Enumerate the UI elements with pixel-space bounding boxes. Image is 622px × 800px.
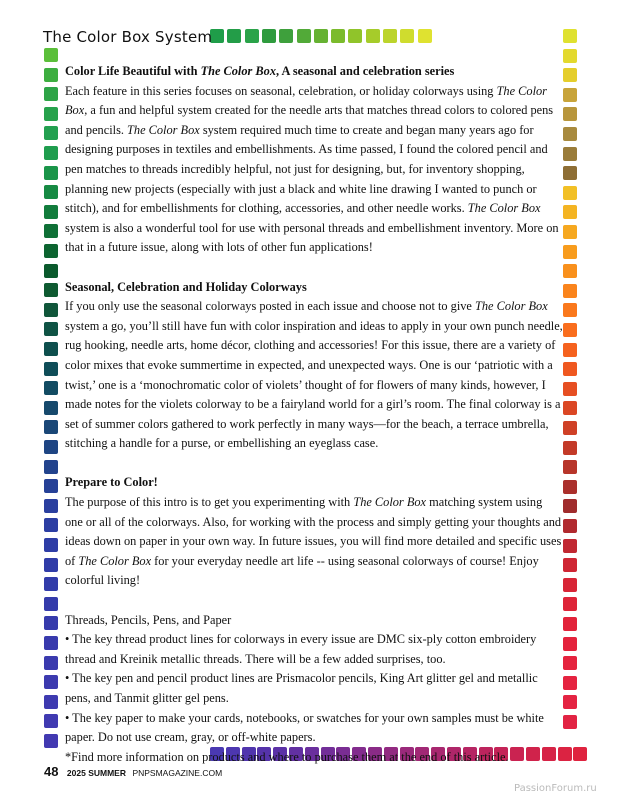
border-square-left bbox=[44, 440, 58, 454]
border-square-right bbox=[563, 362, 577, 376]
article-body bbox=[65, 62, 563, 767]
border-square-left bbox=[44, 577, 58, 591]
border-square-right bbox=[563, 558, 577, 572]
border-square-top bbox=[383, 29, 397, 43]
border-square-left bbox=[44, 675, 58, 689]
border-square-right bbox=[563, 127, 577, 141]
border-square-right bbox=[563, 617, 577, 631]
border-square-right bbox=[563, 519, 577, 533]
border-square-right bbox=[563, 264, 577, 278]
border-square-right bbox=[563, 382, 577, 396]
border-square-top bbox=[400, 29, 414, 43]
border-square-right bbox=[563, 147, 577, 161]
border-square-left bbox=[44, 695, 58, 709]
border-square-right bbox=[563, 166, 577, 180]
border-square-right bbox=[563, 225, 577, 239]
border-square-right bbox=[563, 715, 577, 729]
border-square-bottom bbox=[573, 747, 587, 761]
border-square-right bbox=[563, 578, 577, 592]
border-square-right bbox=[563, 343, 577, 357]
border-square-top bbox=[418, 29, 432, 43]
border-square-right bbox=[563, 656, 577, 670]
border-square-left bbox=[44, 656, 58, 670]
section-heading-prepare: Prepare to Color! bbox=[65, 475, 158, 490]
border-square-left bbox=[44, 538, 58, 552]
section-body-seasonal: If you only use the seasonal colorways posted in each issue and choose not to give The Color Box system a go, you’ll still have fun with color inspiration and ideas to apply in your own punch needle, rug hooking, needle arts, home décor, clothing and accessories! For this issue, there are a variety of color mixes that evoke summertime in expected, and unexpected ways. One is our ‘patriotic with a twist,’ one is a ‘monochromatic color of violets’ thought of for flowers of many kinds, however, I made notes for the violets colorway to be a fairyland world for a girl’s room. The final colorway is a set of summer colors gathered to work perfectly in many ways—for the beach, a terrace umbrella, stitching a handle for a purse, or embellishing an eyeglass case. bbox=[65, 299, 563, 451]
supplies-heading: Threads, Pencils, Pens, and Paper bbox=[65, 612, 232, 627]
border-square-right bbox=[563, 303, 577, 317]
section-body-prepare: The purpose of this intro is to get you experimenting with The Color Box matching system using one or all of the colorways. Also, for working with the process and simply getting your thoughts and ideas down on paper in your own way. In future issues, you will find more detailed and specific uses of The Color Box for your everyday needle art life -- using seasonal colorways of course! Enjoy colorful living! bbox=[65, 495, 562, 588]
border-square-left bbox=[44, 636, 58, 650]
border-square-right bbox=[563, 68, 577, 82]
site-link[interactable]: PNPSMAGAZINE.COM bbox=[132, 768, 223, 778]
border-square-left bbox=[44, 107, 58, 121]
border-square-left bbox=[44, 264, 58, 278]
border-square-right bbox=[563, 88, 577, 102]
border-square-left bbox=[44, 597, 58, 611]
border-square-left bbox=[44, 499, 58, 513]
border-square-left bbox=[44, 146, 58, 160]
border-square-top bbox=[262, 29, 276, 43]
border-square-left bbox=[44, 87, 58, 101]
supplies-bullet: • The key thread product lines for colorways in every issue are DMC six-ply cotton embroidery thread and Kreinik metallic threads. There will be a few added surprises, too. bbox=[65, 632, 537, 666]
watermark-text: PassionForum.ru bbox=[514, 783, 597, 794]
border-square-top bbox=[366, 29, 380, 43]
border-square-left bbox=[44, 420, 58, 434]
border-square-right bbox=[563, 107, 577, 121]
border-square-top bbox=[348, 29, 362, 43]
border-square-left bbox=[44, 322, 58, 336]
border-square-right bbox=[563, 421, 577, 435]
border-square-right bbox=[563, 245, 577, 259]
supplies-bullet: • The key paper to make your cards, notebooks, or swatches for your own samples must be white paper. Do not use cream, gray, or off-white papers. bbox=[65, 710, 544, 745]
border-square-left bbox=[44, 616, 58, 630]
border-square-left bbox=[44, 460, 58, 474]
border-square-right bbox=[563, 499, 577, 513]
page-number: 48 bbox=[44, 764, 59, 779]
border-square-right bbox=[563, 460, 577, 474]
border-square-left bbox=[44, 244, 58, 258]
border-square-left bbox=[44, 224, 58, 238]
border-square-left bbox=[44, 381, 58, 395]
border-square-right bbox=[563, 441, 577, 455]
border-square-left bbox=[44, 68, 58, 82]
border-square-right bbox=[563, 539, 577, 553]
border-square-left bbox=[44, 518, 58, 532]
border-square-right bbox=[563, 676, 577, 690]
border-square-right bbox=[563, 637, 577, 651]
section-heading-color-life: Color Life Beautiful with The Color Box, A seasonal and celebration series bbox=[65, 64, 455, 78]
border-square-left bbox=[44, 205, 58, 219]
page-title: The Color Box System bbox=[43, 28, 213, 46]
border-square-top bbox=[314, 29, 328, 43]
border-square-left bbox=[44, 362, 58, 376]
border-square-left bbox=[44, 401, 58, 415]
border-square-right bbox=[563, 284, 577, 298]
supplies-note: *Find more information on products and where to purchase them at the end of this article. bbox=[65, 749, 509, 764]
border-square-right bbox=[563, 323, 577, 337]
section-heading-seasonal: Seasonal, Celebration and Holiday Colorways bbox=[65, 279, 307, 294]
border-square-left bbox=[44, 734, 58, 748]
border-square-top bbox=[245, 29, 259, 43]
border-square-right bbox=[563, 186, 577, 200]
border-square-left bbox=[44, 479, 58, 493]
border-square-left bbox=[44, 714, 58, 728]
border-square-right bbox=[563, 695, 577, 709]
border-square-top bbox=[227, 29, 241, 43]
issue-label: 2025 SUMMER bbox=[66, 768, 126, 778]
section-body-color-life: Each feature in this series focuses on seasonal, celebration, or holiday colorways using The Color Box, a fun and helpful system created for the needle arts that matches thread colors to colored pens and pencils. The Color Box system required much time to create and began many years ago for designing purposes in textiles and embellishments. As time passed, I found the colored pencil and pen matches to threads incredibly helpful, not just for designing, but, for inventory shopping, planning new projects (especially with just a black and white line drawing I wanted to punch or stitch), and for embellishments for clothing, accessories, and other needle works. The Color Box system is also a wonderful tool for use with personal threads and embellishment inventory. More on that in a future issue, along with lots of other fun applications! bbox=[65, 83, 559, 255]
border-square-top bbox=[297, 29, 311, 43]
border-square-left bbox=[44, 166, 58, 180]
page-footer bbox=[44, 763, 222, 781]
border-square-left bbox=[44, 126, 58, 140]
supplies-bullet: • The key pen and pencil product lines are Prismacolor pencils, King Art glitter gel and metallic pens, and Tanmit glitter gel pens. bbox=[65, 671, 538, 705]
border-square-right bbox=[563, 49, 577, 63]
border-square-top bbox=[331, 29, 345, 43]
border-square-left bbox=[44, 48, 58, 62]
border-square-right bbox=[563, 29, 577, 43]
border-square-left bbox=[44, 342, 58, 356]
border-square-left bbox=[44, 185, 58, 199]
border-square-right bbox=[563, 205, 577, 219]
border-square-right bbox=[563, 597, 577, 611]
border-square-top bbox=[279, 29, 293, 43]
border-square-right bbox=[563, 401, 577, 415]
border-square-left bbox=[44, 303, 58, 317]
border-square-right bbox=[563, 480, 577, 494]
border-square-left bbox=[44, 283, 58, 297]
border-square-left bbox=[44, 558, 58, 572]
